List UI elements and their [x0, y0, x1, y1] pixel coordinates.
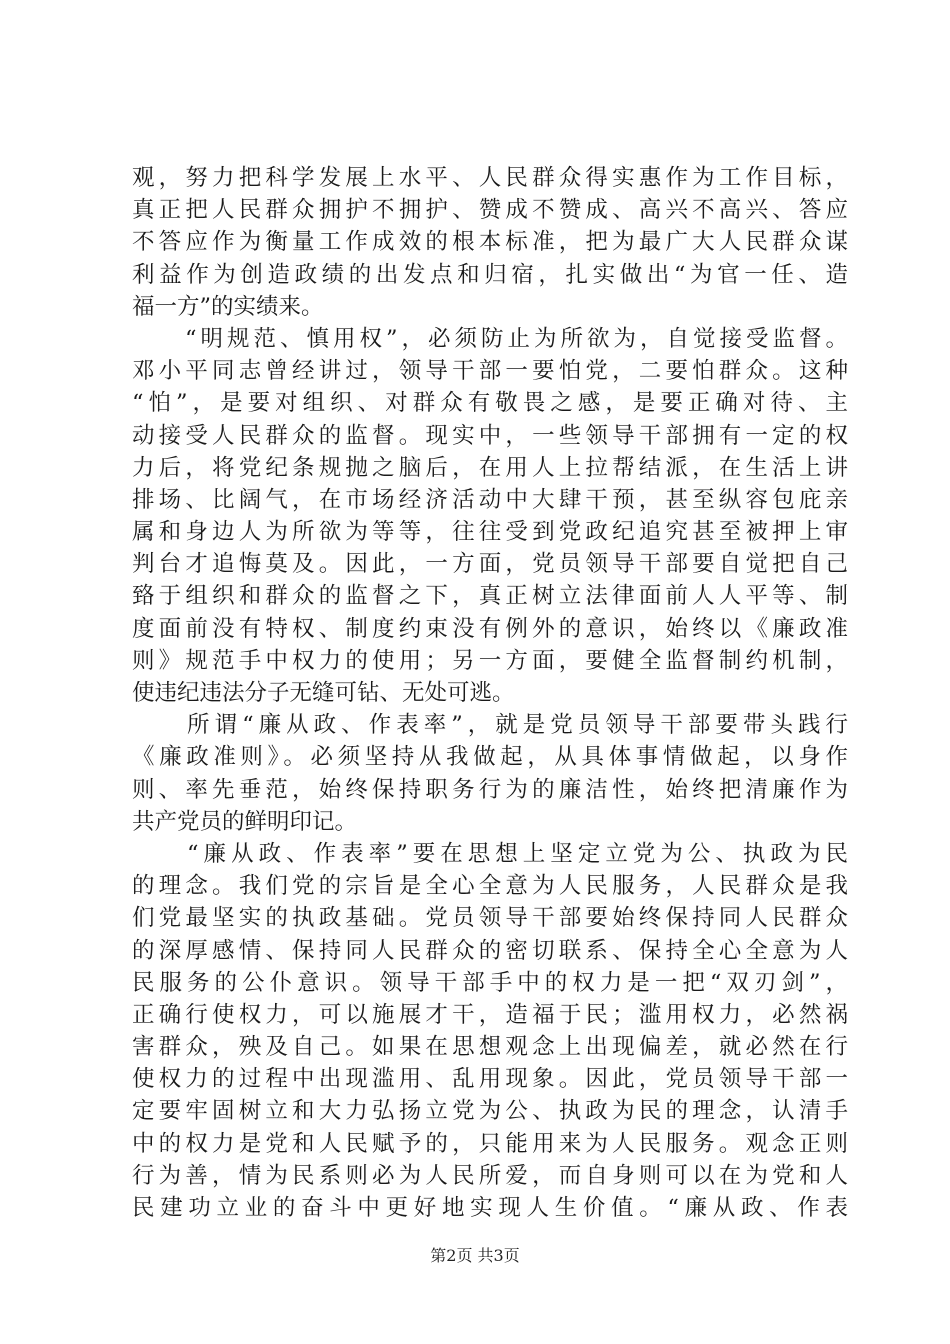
text-line: 《廉政准则》。必须坚持从我做起，从具体事情做起，以身作	[132, 744, 848, 771]
text-line: “怕”，是要对组织、对群众有敬畏之感，是要正确对待、主	[132, 390, 848, 417]
text-line: 观，努力把科学发展上水平、人民群众得实惠作为工作目标，	[132, 165, 848, 191]
text-line: 的深厚感情、保持同人民群众的密切联系、保持全心全意为人	[132, 937, 848, 964]
text-line: 真正把人民群众拥护不拥护、赞成不赞成、高兴不高兴、答应	[132, 197, 848, 224]
text-line: 定要牢固树立和大力弘扬立党为公、执政为民的理念，认清手	[132, 1098, 848, 1125]
text-line: 们党最坚实的执政基础。党员领导干部要始终保持同人民群众	[132, 905, 848, 932]
text-line: 则》规范手中权力的使用；另一方面，要健全监督制约机制，	[132, 647, 848, 674]
text-line: 动接受人民群众的监督。现实中，一些领导干部拥有一定的权	[132, 422, 848, 449]
text-line: 则、率先垂范，始终保持职务行为的廉洁性，始终把清廉作为	[132, 776, 848, 803]
text-line: 行为善，情为民系则必为人民所爱，而自身则可以在为党和人	[132, 1162, 848, 1189]
text-line: 属和身边人为所欲为等等，往往受到党政纪追究甚至被押上审	[132, 519, 848, 546]
text-line: 民服务的公仆意识。领导干部手中的权力是一把“双刃剑”，	[132, 969, 848, 996]
text-line: 邓小平同志曾经讲过，领导干部一要怕党，二要怕群众。这种	[132, 358, 848, 385]
text-line: 中的权力是党和人民赋予的，只能用来为人民服务。观念正则	[132, 1130, 848, 1157]
text-line: 不答应作为衡量工作成效的根本标准，把为最广大人民群众谋	[132, 229, 848, 256]
text-line: 排场、比阔气，在市场经济活动中大肆干预，甚至纵容包庇亲	[132, 486, 848, 513]
text-line: “明规范、慎用权”，必须防止为所欲为，自觉接受监督。	[132, 325, 848, 352]
document-body	[132, 162, 848, 1224]
text-line: “廉从政、作表率”要在思想上坚定立党为公、执政为民	[132, 840, 848, 867]
text-line: 害群众，殃及自己。如果在思想观念上出现偏差，就必然在行	[132, 1034, 848, 1061]
text-line: 度面前没有特权、制度约束没有例外的意识，始终以《廉政准	[132, 615, 848, 642]
text-line: 的理念。我们党的宗旨是全心全意为人民服务，人民群众是我	[132, 873, 848, 900]
paragraph	[132, 709, 848, 838]
text-line: 力后，将党纪条规抛之脑后，在用人上拉帮结派，在生活上讲	[132, 454, 848, 481]
text-line: 共产党员的鲜明印记。	[132, 808, 358, 835]
paragraph	[132, 838, 848, 1224]
paragraph	[132, 162, 848, 323]
paragraph	[132, 323, 848, 709]
text-line: 利益作为创造政绩的出发点和归宿，扎实做出“为官一任、造	[132, 261, 848, 288]
page-footer: 第2页 共3页	[430, 1246, 520, 1265]
text-line: 所谓“廉从政、作表率”，就是党员领导干部要带头践行	[132, 712, 848, 739]
text-line: 福一方”的实绩来。	[132, 293, 324, 320]
text-line: 正确行使权力，可以施展才干，造福于民；滥用权力，必然祸	[132, 1001, 848, 1028]
text-line: 判台才追悔莫及。因此，一方面，党员领导干部要自觉把自己	[132, 551, 848, 578]
text-line: 民建功立业的奋斗中更好地实现人生价值。“廉从政、作表	[132, 1195, 848, 1221]
text-line: 使权力的过程中出现滥用、乱用现象。因此，党员领导干部一	[132, 1066, 848, 1093]
text-line: 臵于组织和群众的监督之下，真正树立法律面前人人平等、制	[132, 583, 848, 610]
text-line: 使违纪违法分子无缝可钻、无处可逃。	[132, 680, 515, 706]
